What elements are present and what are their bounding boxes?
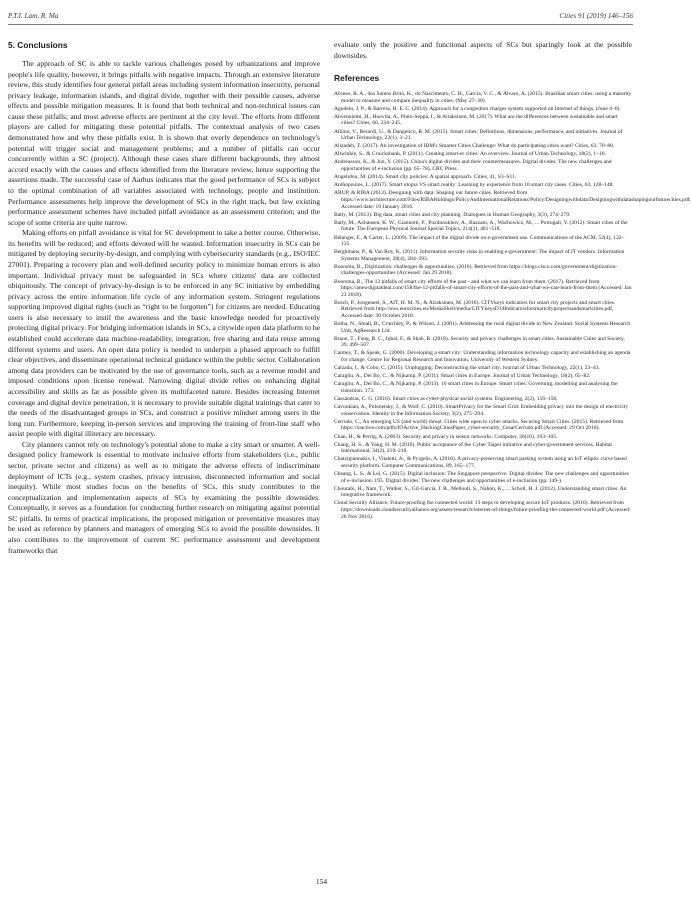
reference-item: Allwinkle, S., & Cruickshank, P. (2011). Creating smart-er cities: An overview. Journal of Urban Technology, 18(2), 1–16.: [334, 151, 606, 158]
conclusions-continuation: evaluate only the positive and functional aspects of SCs but sparingly look at the possible downsides.: [334, 40, 632, 60]
reference-item: Boorsma, B., The 12 pitfalls of smart city efforts of the past - and what we can learn from them. (2017). Retrieved from https://anewdigitaldeal.com/158/the-12-pitfalls-of-smart-city-efforts-of-the-past-and-what-we-can-learn-from-them (Accessed: Jan 23 2018).: [334, 278, 632, 298]
reference-item: Braun, T., Fung, B. C., Iqbal, F., & Shah, B. (2018). Security and privacy challenges in smart cities. Sustainable Cities and Society, 39, 499–507.: [334, 335, 625, 349]
conclusions-paragraph-1: The approach of SC is able to tackle various challenges posed by urbanizations and improve people's life quality, however, it brings pitfalls with negative impacts. Through an extensive literature review, this study identifies four general pitfall areas including system information insecurity, personal privacy leakage, information islands, and digital divide, together with their possible causes, adverse effects and possible mitigation measures. It is found that both technical and non-technical issues can cause these pitfalls; and most adverse effects are pertinent at the city level. The efforts from different players are called for mitigating these potential pitfalls. The contextual analysis of two cases demonstrated how and why these pitfalls exist. It is shown that overly dependence on technology's potential will trigger social and management problems; and a number of pitfalls can occur concurrently within a SC (project). Although these cases share different backgrounds, they almost accord exactly with the causes and effects identified from the literature review, hence supporting the assertions made. The successful case of Aarhus indicates that the good performance of SCs is subject to the optimal combination of all variables associated with technology, people and institution. Performance assessments help improve the development of SCs in the right track, but few existing performance assessment schemes have included pitfall avoidance as an assessment criterion; and the scope of some criteria are quite narrow.: [8, 59, 320, 227]
reference-item: Caimey, T., & Speak, G. (2000). Developing a smart city: Understanding information technology capacity and establishing an agenda for change. Centre for Regional Research and Innovation, University of Western Sydney.: [334, 350, 631, 363]
reference-item: Chatzigiannakis, I., Vitaletti, A., & Pyrgelis, A. (2016). A privacy-preserving smart parking system using an IoT elliptic curve based security platform. Computer Communications, 89, 165–177.: [334, 456, 627, 469]
reference-item: Bosch, P., Jongeneel, S., AIT, H. M. N., & Airaksinen, M. (2016). CITYkeys indicators for smart city projects and smart cities. Retrieved from http://nws.eurocities.eu/MediaShell/media/CITYkeysD14Indicatorsforsmartcityprojectsandsmartcities.pdf, Accessed date: 30 October 2018.: [334, 299, 616, 319]
reference-item: Chang, H. S., & Yang, H. M. (2010). Public acceptance of the Cyber Taipei initiative and cyber-government services. Habitat International, 34(2), 210–218.: [334, 441, 612, 455]
reference-item: Caragliu, A., Del Bo, C., & Nijkamp, P. (2013). 10 smart cities in Europe. Smart cities: Governing, modelling and analysing the transition. 173.: [334, 381, 618, 394]
reference-item: Botha, N., Small, B., Crutchley, P., & Wilson, J. (2001). Addressing the rural digital divide in New Zealand. Social Systems Research Unit, AgResearch Ltd.: [334, 321, 631, 334]
reference-item: Boorsma, B., Digitization: challenges & opportunities. (2016). Retrieved from https://blogs.cisco.com/government/digitization-challenges-opportunities (Accessed: Jan 29 2018).: [334, 263, 618, 277]
reference-item: Chourabi, H., Nam, T., Walker, S., Gil-Garcia, J. R., Mellouli, S., Nahon, K., ... Scholl, H. J. (2012). Understanding smart cities: An integrative framework.: [334, 485, 627, 499]
reference-item: Berghmans, P., & Van Roy, K. (2011). Information security risks in enabling e-government: The impact of IT vendors. Information Systems Management, 28(4), 284–293.: [334, 249, 625, 262]
references-heading: References: [334, 73, 380, 83]
header-journal: Cities 91 (2019) 146–156: [559, 12, 633, 20]
reference-item: Calzada, I., & Cobo, C. (2015). Unplugging: Deconstructing the smart city. Journal of Urban Technology, 22(1), 23–43.: [334, 365, 600, 372]
reference-item: Andreasson, K., & Jun, Y. (2015). China's digital divides and their countermeasures. Digital divides: The new challenges and opportunities of e-inclusion (pp. 65–78). CRC Press.: [334, 159, 612, 173]
reference-item: Cassandras, C. G. (2016). Smart cities as cyber-physical social systems. Engineering, 2(2), 156–158.: [334, 396, 558, 403]
reference-item: Bélanger, F., & Carter, L. (2009). The impact of the digital divide on e-government use. Communications of the ACM, 52(4), 132–135.: [334, 234, 625, 248]
running-header: [8, 10, 633, 25]
reference-item: Chan, H., & Perrig, A. (2003). Security and privacy in sensor networks. Computer, 36(10), 103–105.: [334, 433, 558, 440]
reference-item: Alizadeh, T. (2017). An investigation of IBM's Smarter Cities Challenge: What do participating cities want? Cities, 63, 70–80.: [334, 143, 615, 150]
reference-item: Angelidou, M. (2014). Smart city policies: A spatial approach. Cities, 41, S3–S11.: [334, 174, 517, 181]
reference-item: Afonso, R. A., dos Santos Brito, K., do Nascimento, C. H., Garcia, V. C., & Álvaro, A. (2015). Brazilian smart cities: using a maturity model to measure and compare inequality in cities. (May 27–30).: [334, 91, 632, 104]
right-column: [334, 40, 691, 522]
header-authors: P.T.I. Lam, R. Ma: [8, 12, 59, 20]
reference-item: Agudelo, J. P., & Barrera, H. E. C. (2014). Approach for a congestion charges system supported on Internet of things. (June 4–6).: [334, 105, 621, 112]
reference-item: ARUP, & RIBA (2013). Designing with data: Shaping our future cities. Retrieved from https://www.architecture.com/Files/RIBAHoldings/PolicyAndInternationalRelations/Policy/Designingwithdata/Designingwithdatashapingourfuturecities.pdf, Accessed date: 19 January 2016.: [334, 190, 691, 210]
reference-item: Cerrudo, C., An emerging US (and world) threat: Cities wide open to cyber attacks. Securing Smart Cities. (2015). Retrieved from https://ioactive.com/pdfs/IOActive_HackingCitiesPaper_cyber-security_CesarCerrudo.pdf (Accessed: 29 Oct 2018).: [334, 418, 624, 432]
left-column: [8, 40, 320, 556]
reference-item: Albino, V., Berardi, U., & Dangelico, R. M. (2015). Smart cities: Definitions, dimensions, performance, and initiatives. Journal of Urban Technology, 22(1), 3–21.: [334, 128, 623, 142]
reference-list: [334, 91, 691, 520]
conclusions-paragraph-2: Making efforts on pitfall avoidance is vital for SC development to take a better course. Otherwise, its benefits will be reduced; and efforts devoted will be wasted. Information insecurity in SCs can be mitigated by deploying security-by-design, and complying with cybersecurity standards (e.g., ISO/IEC 27001). Preparing a recovery plan and well-defined security policy to minimize human errors is also important. Individual privacy must be safeguarded in SCs where citizens' data are collected ubiquitously. The concept of privacy-by-design is to be enforced in any SC initiative by embedding privacy across the entire information life cycle of any information system. Stringent regulations supporting improved digital rights (such as “right to be forgotten”) for citizens are needed. Educating users is also necessary to instil the awareness and the basic knowledge needed for proactively protecting digital privacy. For bridging information islands in SCs, a citywide open data platform to be established could accelerate data machine-readability, integration, free sharing and data reuse among different systems and users. An open data policy is needed to underpin a phased approach to fulfill clear objectives, and disseminate operational technical guidance within the public sector. Collaboration among data providers can be motivated by the use of governance tools, such as a revenue model and imposed conditions upon license renewal. Narrowing digital divide relies on enhancing digital accessibility and skills as far as possible given its multifaceted nature. Besides increasing Internet coverage and digital device penetration, it is necessary to provide suitable digital trainings that cater to the needs of the disadvantaged groups in SCs, and construct a positive mindset among users in the long run. Furthermore, keeping in-person services and improving the training of front-line staff who assist people with digital illiteracy are necessary.: [8, 228, 320, 439]
page-number: 154: [315, 877, 328, 886]
conclusions-paragraph-3: City planners cannot rely on technology's potential alone to make a city smart or smarter. A well-designed policy framework is essential to motivate inclusive efforts from stakeholders (i.e., public sector, private sector and citizens) as well as to mitigate the adverse effects of indiscriminate deployment of ICTs (e.g., system crashes, privacy intrusion, disconnected information and social inequity). While most studies focus on the benefits of SCs, this study contributes to the conceptualization and implementation aspects of SCs by examining the possible downsides. Conceptually, it serves as a foundation for conducting further research on mitigating against potential SC pitfalls. In terms of practical implications, the proposed mitigation or preventative measures may be used as reference by planners and managers of emerging SCs to avoid the possible downsides. It also contributes to the improvement of current SC performance assessment and development frameworks that: [8, 439, 320, 555]
reference-item: Ahvenniemi, H., Huovila, A., Pinto-Seppä, I., & Airaksinen, M. (2017). What are the differences between sustainable and smart cities? Cities, 60, 234–245.: [334, 113, 618, 127]
reference-item: Caragliu, A., Del Bo, C., & Nijkamp, P. (2011). Smart cities in Europe. Journal of Urban Technology, 18(2), 65–82.: [334, 373, 591, 380]
reference-item: Cavoukian, A., Polonetsky, J., & Wolf, C. (2010). SmartPrivacy for the Smart Grid: Embedding privacy into the design of electricity conservation. Identity in the Information Society, 3(2), 275–294.: [334, 404, 628, 417]
section-heading: 5. Conclusions: [8, 40, 68, 50]
reference-item: Cheang, L. S., & Lei, G. (2015). Digital inclusion: The Singapore perspective. Digital divides: The new challenges and opportunities of e-inclusion. 195. Digital divides: The new challenges and opportunities of e-inclusion (pp. 149-).: [334, 471, 629, 484]
reference-item: Anthopoulos, L. (2017). Smart utopia VS smart reality: Learning by experience from 10 smart city cases. Cities, 63, 128–148.: [334, 182, 614, 189]
reference-item: Batty, M., Axhausen, K. W., Giannotti, F., Pozdnoukhov, A., Bazzani, A., Wachowicz, M., ... Portugali, Y. (2012). Smart cities of the future. The European Physical Journal Special Topics, 214(1), 481–518.: [334, 219, 628, 233]
reference-item: Batty, M. (2013). Big data, smart cities and city planning. Dialogues in Human Geography, 3(3), 274–279.: [334, 211, 571, 218]
reference-item: Cloud Security Alliance. Future-proofing the connected world: 13 steps to developing secure IoT products. (2016). Retrieved from https://downloads.cloudsecurityalliance.org/assets/research/internet-of-things/future-proofing-the-connected-world.pdf (Accessed: 26 Nov 2016).: [334, 500, 631, 520]
